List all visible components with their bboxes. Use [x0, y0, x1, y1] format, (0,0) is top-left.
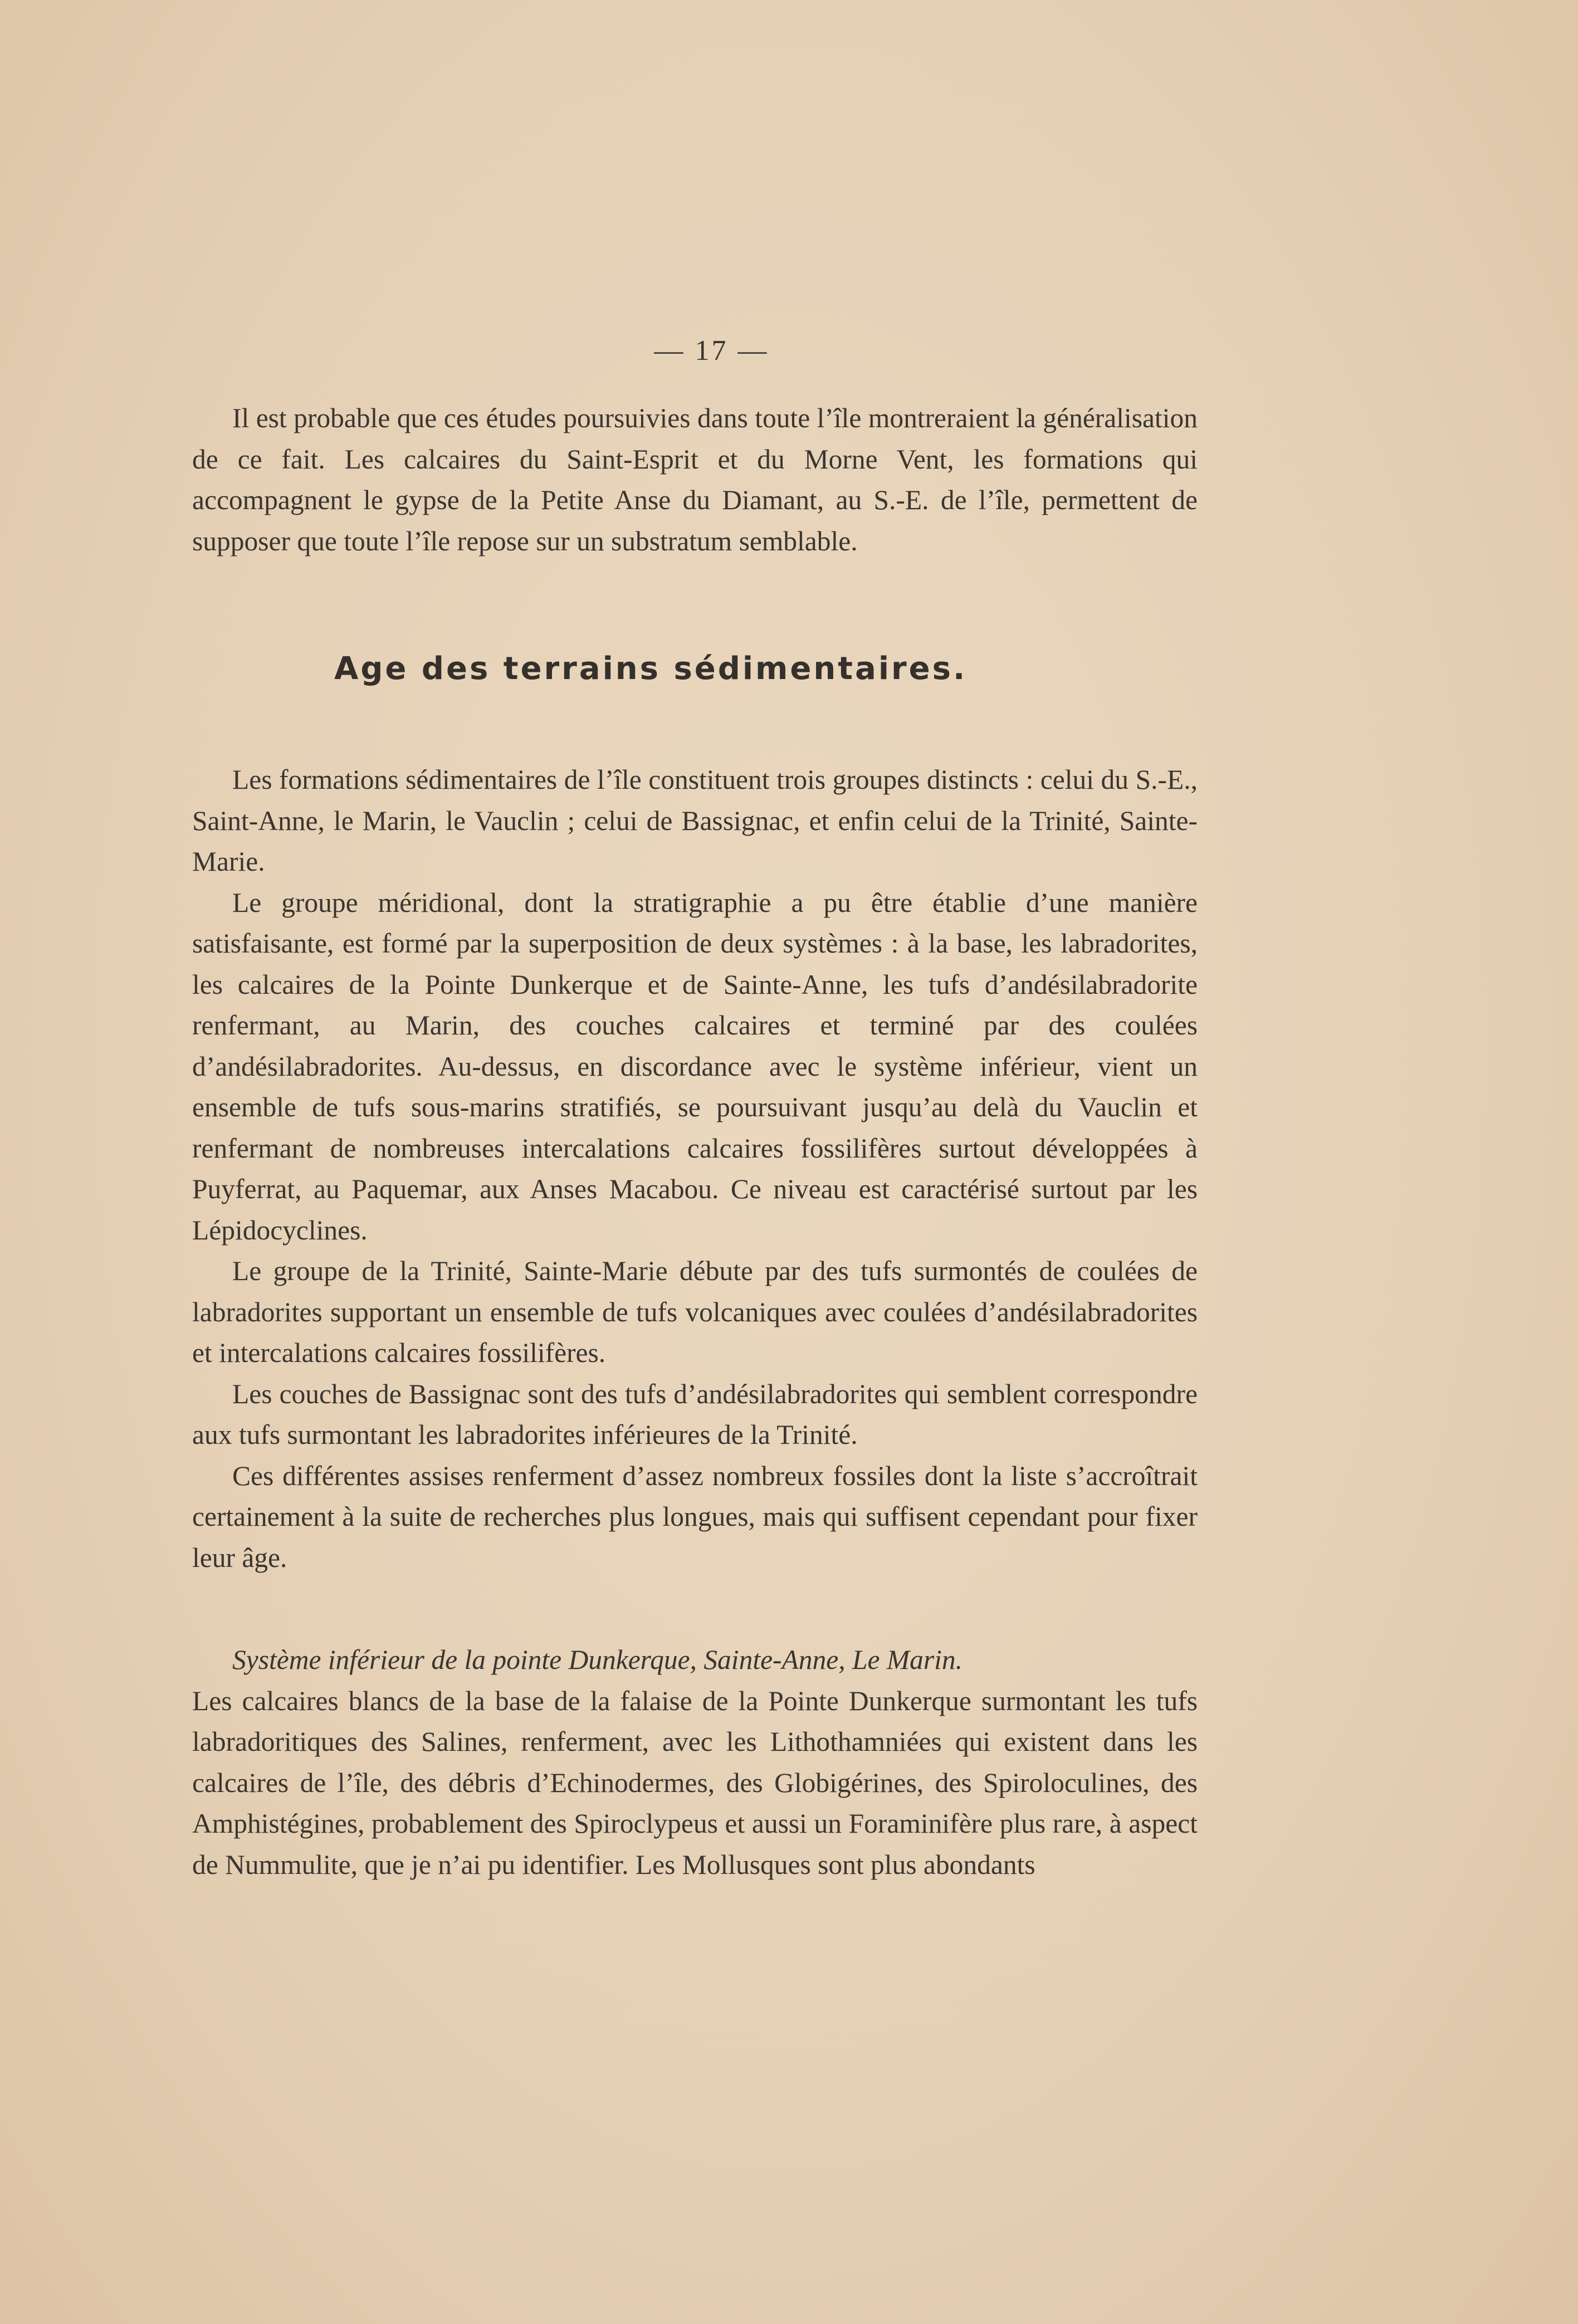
paragraph-fossils: Ces différentes assises renferment d’assez nombreux fossiles dont la liste s’accroîtrait certainement à la suite de recherches plus longues, mais qui suffisent cependant pour fixer leur âge. [192, 1460, 1198, 1573]
paragraph-trinite-group: Le groupe de la Trinité, Sainte-Marie débute par des tufs surmontés de coulées de labradorites supportant un ensemble de tufs volcaniques avec coulées d’andésilabradorites et intercalations calcaires fossilifères. [192, 1256, 1198, 1368]
page-number: — 17 — [654, 335, 769, 367]
subsection-text: Les calcaires blancs de la base de la falaise de la Pointe Dunkerque surmontant les tufs labradoritiques des Salines, renferment, avec les Lithothamniées qui existent dans les calcaires de l’île, des débris d’Echinodermes, des Globigérines, des Spiroloculines, des Amphistégines, probablement des Spiroclypeus et aussi un Foraminifère plus rare, à aspect de Nummulite, que je n’ai pu identifier. Les Mollusques sont plus abondants [192, 1685, 1198, 1880]
page-body [192, 334, 1198, 1885]
section-heading: Age des terrains sédimentaires. [334, 651, 968, 687]
spacer [192, 1578, 1198, 1639]
intro-paragraph: Il est probable que ces études poursuivies dans toute l’île montreraient la généralisation de ce fait. Les calcaires du Saint-Esprit et du Morne Vent, les formations qui accompagnent le gypse de la Petite Anse du Diamant, au S.-E. de l’île, permettent de supposer que toute l’île repose sur un substratum semblable. [192, 403, 1198, 556]
paragraph-bassignac: Les couches de Bassignac sont des tufs d’andésilabradorites qui semblent correspondre aux tufs surmontant les labradorites inférieures de la Trinité. [192, 1378, 1198, 1450]
paragraph-groups: Les formations sédimentaires de l’île constituent trois groupes distincts : celui du S.-E., Saint-Anne, le Marin, le Vauclin ; celui de Bassignac, et enfin celui de la Trinité, Sainte-Marie. [192, 764, 1198, 877]
subsection-title: Système inférieur de la pointe Dunkerque, Sainte-Anne, Le Marin. [232, 1644, 963, 1675]
paragraph-southern-group: Le groupe méridional, dont la stratigraphie a pu être établie d’une manière satisfaisante, est formé par la superposition de deux systèmes : à la base, les labradorites, les calcaires de la Pointe Dunkerque et de Sainte-Anne, les tufs d’andésilabradorite renfermant, au Marin, des couches calcaires et terminé par des coulées d’andésilabradorites. Au-dessus, en discordance avec le système inférieur, vient un ensemble de tufs sous-marins stratifiés, se poursuivant jusqu’au delà du Vauclin et renfermant de nombreuses intercalations calcaires fossilifères surtout développées à Puyferrat, au Paquemar, aux Anses Macabou. Ce niveau est caractérisé surtout par les Lépidocyclines. [192, 887, 1198, 1246]
